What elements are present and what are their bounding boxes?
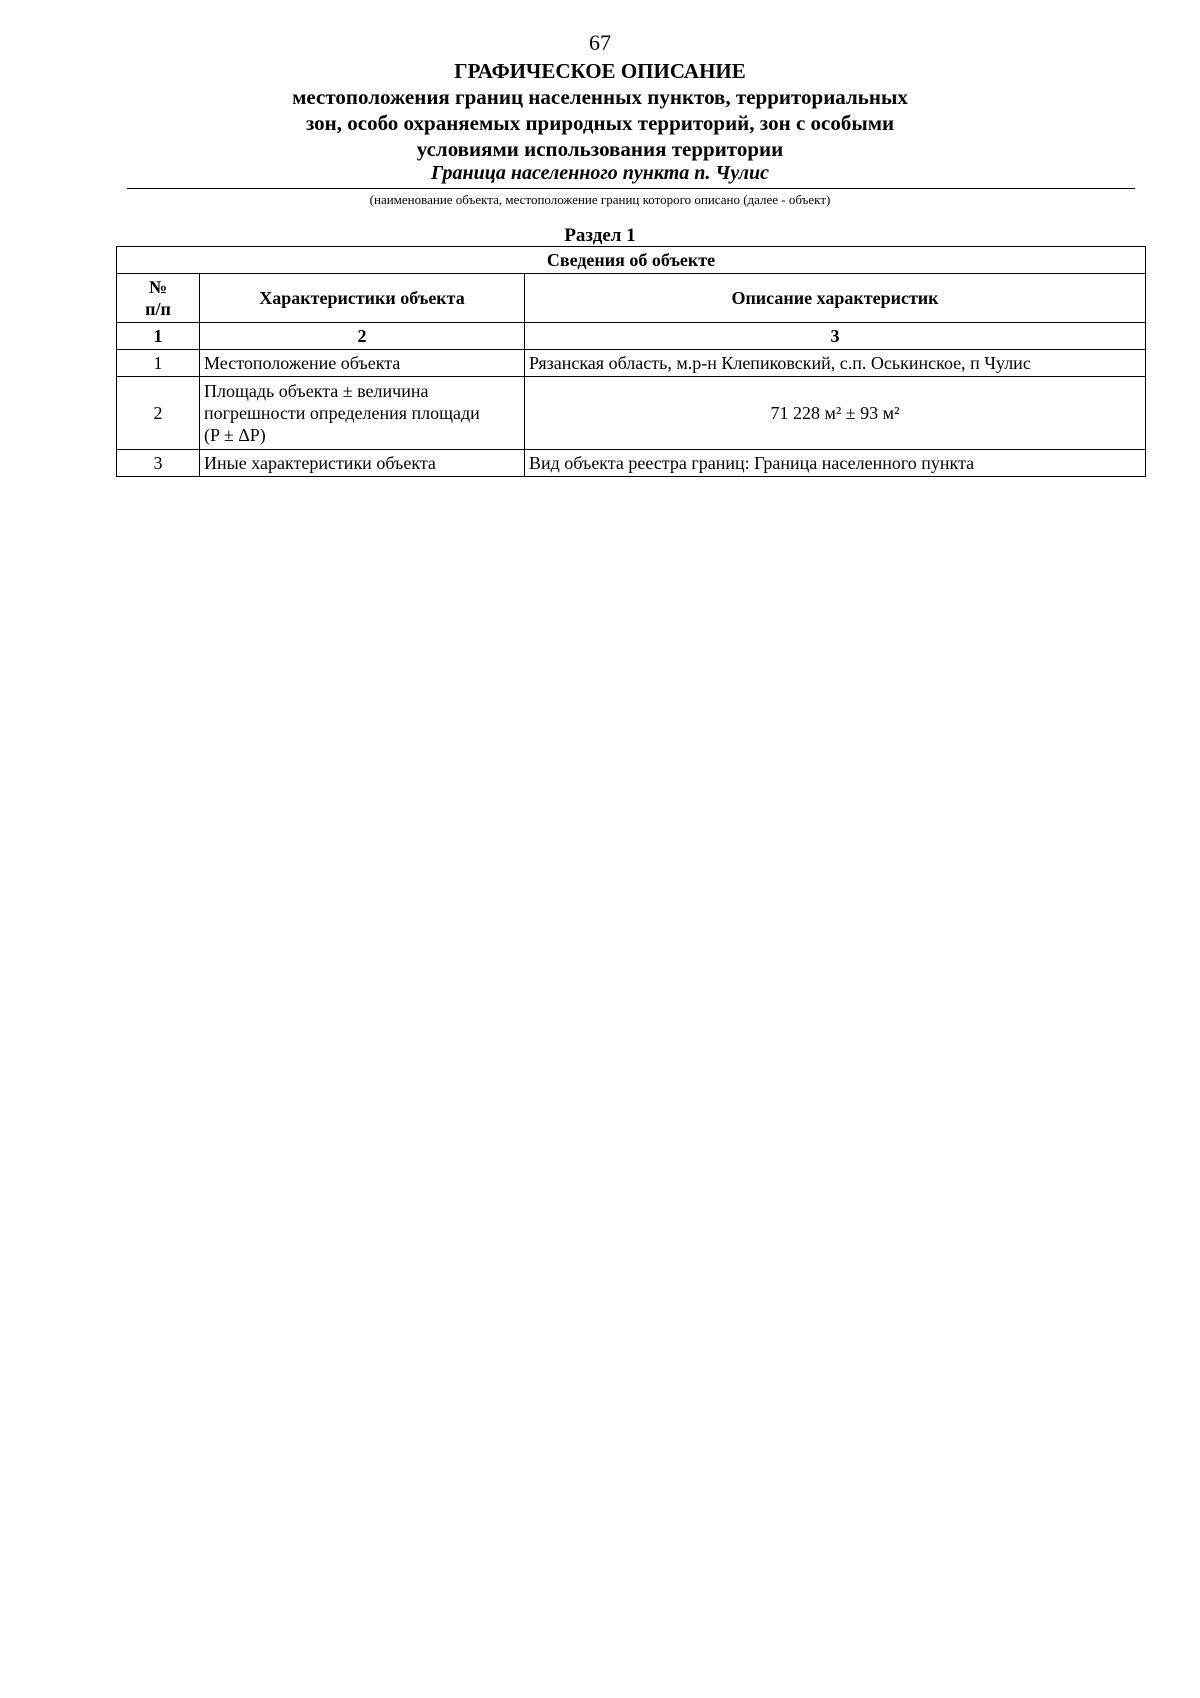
row-num: 1 — [117, 350, 200, 377]
row-characteristic: Местоположение объекта — [200, 350, 525, 377]
row-value: Рязанская область, м.р-н Клепиковский, с.п. Оськинское, п Чулис — [525, 350, 1146, 377]
row-value: 71 228 м² ± 93 м² — [525, 377, 1146, 450]
row-characteristic: Иные характеристики объекта — [200, 450, 525, 477]
object-name-caption: (наименование объекта, местоположение границ которого описано (далее - объект) — [369, 192, 831, 207]
object-name-underline — [127, 188, 1135, 189]
object-info-table — [116, 246, 1146, 477]
header-characteristics: Характеристики объекта — [200, 274, 525, 323]
title-line-2: местоположения границ населенных пунктов, территориальных — [292, 85, 908, 109]
row-num: 3 — [117, 450, 200, 477]
row-characteristic — [200, 377, 525, 450]
table-row — [117, 350, 1146, 377]
row-value: Вид объекта реестра границ: Граница населенного пункта — [525, 450, 1146, 477]
column-number-2: 2 — [200, 323, 525, 350]
row-num: 2 — [117, 377, 200, 450]
column-number-row — [117, 323, 1146, 350]
row-characteristic-line-3: (P ± ΔP) — [204, 425, 266, 445]
row-characteristic-line-1: Площадь объекта ± величина — [204, 381, 429, 401]
object-name: Граница населенного пункта п. Чулис — [431, 162, 769, 184]
section-title: Раздел 1 — [564, 225, 636, 246]
title-line-1: ГРАФИЧЕСКОЕ ОПИСАНИЕ — [454, 59, 746, 83]
row-characteristic-line-2: погрешности определения площади — [204, 403, 480, 423]
document-title — [0, 58, 1200, 162]
header-description: Описание характеристик — [525, 274, 1146, 323]
header-num-line-2: п/п — [145, 299, 171, 319]
title-line-4: условиями использования территории — [416, 137, 784, 161]
table-row — [117, 450, 1146, 477]
column-number-1: 1 — [117, 323, 200, 350]
header-num — [117, 274, 200, 323]
table-header-row — [117, 274, 1146, 323]
table-caption-row — [117, 247, 1146, 274]
table-caption: Сведения об объекте — [117, 247, 1146, 274]
page-number: 67 — [589, 30, 611, 55]
column-number-3: 3 — [525, 323, 1146, 350]
table-row — [117, 377, 1146, 450]
title-line-3: зон, особо охраняемых природных территорий, зон с особыми — [305, 111, 895, 135]
header-num-line-1: № — [148, 277, 168, 297]
